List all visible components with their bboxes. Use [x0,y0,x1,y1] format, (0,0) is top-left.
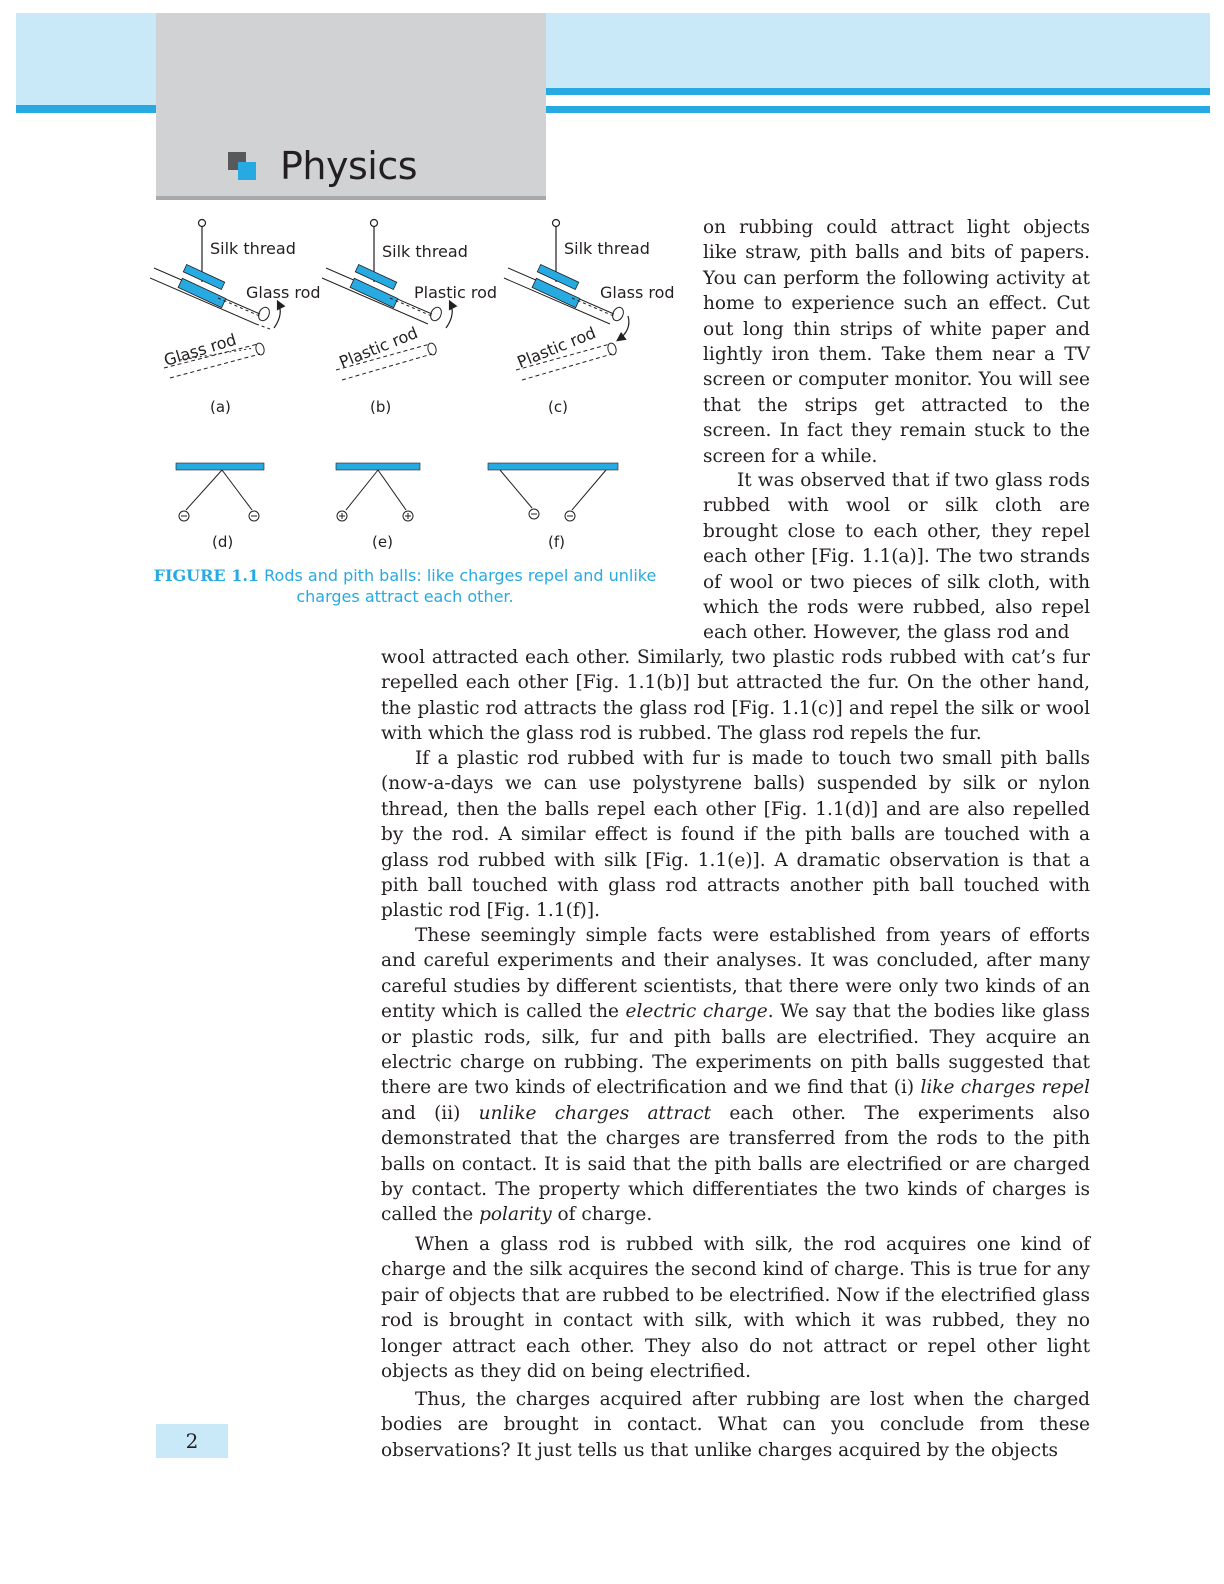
label-plastic-rod-b-top: Plastic rod [414,283,498,302]
panel-label-f: (f) [548,533,565,551]
term-unlike-charges-attract: unlike charges attract [478,1102,712,1124]
panel-label-a: (a) [210,398,231,416]
term-electric-charge: electric charge [625,1001,768,1023]
header-band-right [546,13,1210,88]
label-glass-rod-a-bottom: Glass rod [161,329,239,370]
header-rule-right-1 [546,88,1210,95]
panel-label-e: (e) [372,533,393,551]
panel-label-b: (b) [370,398,392,416]
page-number: 2 [156,1424,228,1458]
paragraph-6: Thus, the charges acquired after rubbing are lost when the charged bodies are brought in contact. What can you conclude from these observations? It just tells us that unlike charges acquired by the objects [381,1389,1090,1461]
label-plastic-rod-b-bottom: Plastic rod [336,322,421,372]
subject-logo-icon [228,152,258,182]
panel-label-c: (c) [548,398,568,416]
label-silk-thread-b: Silk thread [382,242,468,261]
figure-caption [150,565,660,607]
label-glass-rod-c: Glass rod [600,283,675,302]
label-silk-thread-c: Silk thread [564,239,650,258]
paragraph-5: When a glass rod is rubbed with silk, the rod acquires one kind of charge and the silk acquires the second kind of charge. This is true for any pair of objects that are rubbed to be electrified. Now if the electrified glass rod is brought in contact with silk, with which it was rubbed, they no longer attract each other. They also do not attract or repel other light objects as they did on being electrified. [381,1234,1090,1383]
subject-title: Physics [280,144,418,188]
figure-caption-text: Rods and pith balls: like charges repel and unlike charges attract each other. [264,566,657,606]
panel-label-d: (d) [212,533,234,551]
panel-d-diagram [176,463,264,521]
label-silk-thread-a: Silk thread [210,239,296,258]
label-plastic-rod-c-bottom: Plastic rod [514,322,599,372]
term-like-charges-repel: like charges repel [920,1077,1091,1099]
panel-f-diagram [488,463,618,521]
header-band-left [16,13,156,105]
paragraph-2-part-1: It was observed that if two glass rods rubbed with wool or silk cloth are brought close to each other, they repel each other [Fig. 1.1(a)]. The two strands of wool or two pieces of silk cloth, with which the rods were rubbed, also repel each other. However, the glass rod and [703,470,1090,644]
paragraph-4: These seemingly simple facts were established from years of efforts and careful experiments and their analyses. It was concluded, after many careful studies by different scientists, that there were only two kinds of an entity which is called the electric charge. We say that the bodies like glass or plastic rods, silk, fur and pith balls are electrified. They acquire an electric charge on rubbing. The experiments on pith balls suggested that there are two kinds of electrification and we find that (i) like charges repel and (ii) unlike charges attract each other. The experiments also demonstrated that the charges are transferred from the rods to the pith balls on contact. It is said that the pith balls are electrified or are charged by contact. The property which differentiates the two kinds of charges is called the polarity of charge. [381,925,1091,1226]
figure-1-1 [150,210,690,570]
header-tab-underline [156,196,546,200]
paragraph-2-part-2: wool attracted each other. Similarly, two plastic rods rubbed with cat’s fur repelled each other [Fig. 1.1(b)] but attracted the fur. On the other hand, the plastic rod attracts the glass rod [Fig. 1.1(c)] and repel the silk or wool with which the glass rod is rubbed. The glass rod repels the fur. [381,647,1090,745]
paragraph-1: on rubbing could attract light objects like straw, pith balls and bits of papers. You can perform the following activity at home to experience such an effect. Cut out long thin strips of white paper and lightly iron them. Take them near a TV screen or computer monitor. You will see that the strips get attracted to the screen. In fact they remain stuck to the screen for a while. [703,217,1090,467]
header-rule-right-2 [546,106,1210,113]
label-glass-rod-a-top: Glass rod [246,283,321,302]
figure-caption-number: FIGURE 1.1 [153,566,260,585]
header-rule-left [16,105,156,113]
panel-e-diagram [336,463,420,521]
term-polarity: polarity [479,1204,552,1226]
figure-drawing [150,210,690,570]
paragraph-3: If a plastic rod rubbed with fur is made to touch two small pith balls (now-a-days we can use polystyrene balls) suspended by silk or nylon thread, then the balls repel each other [Fig. 1.1(d)] and are also repelled by the rod. A similar effect is found if the pith balls are touched with a glass rod rubbed with silk [Fig. 1.1(e)]. A dramatic observation is that a pith ball touched with glass rod attracts another pith ball touched with plastic rod [Fig. 1.1(f)]. [381,748,1090,922]
